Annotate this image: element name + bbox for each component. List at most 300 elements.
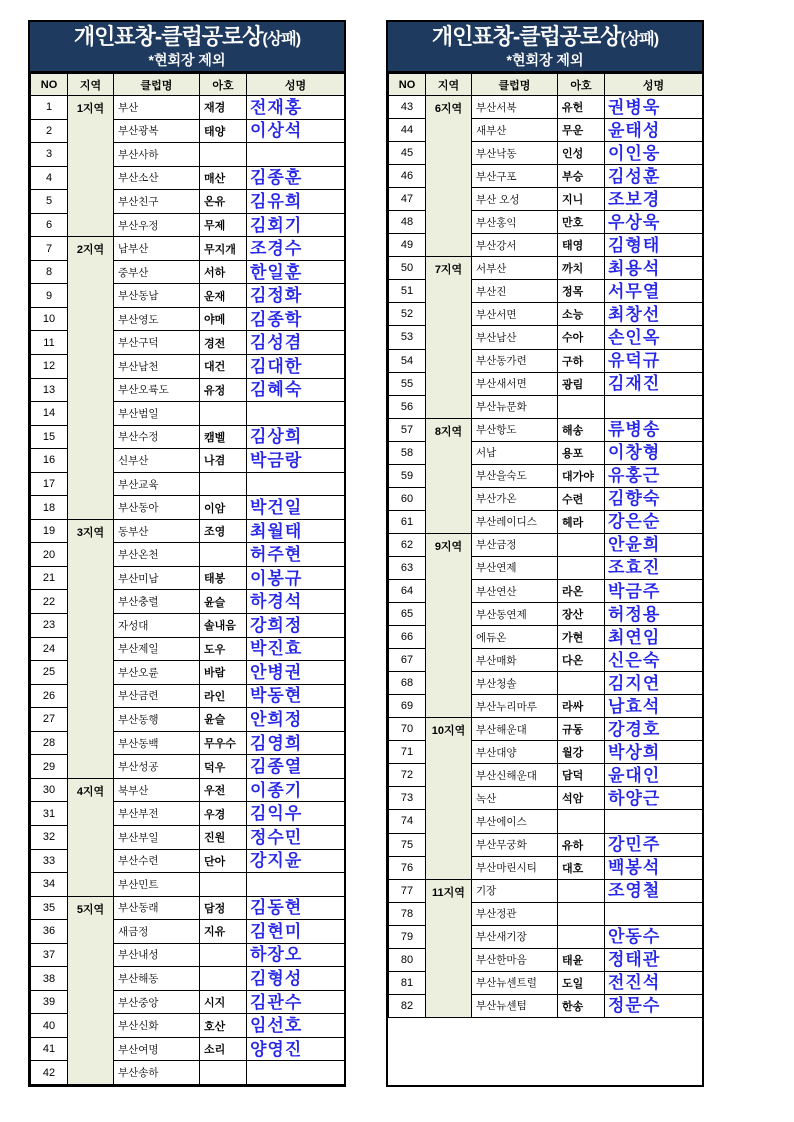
no-cell: 68 xyxy=(389,672,426,695)
name-cell xyxy=(605,395,703,418)
table-row xyxy=(389,718,703,741)
aho-cell: 정목 xyxy=(558,280,605,303)
aho-cell xyxy=(558,810,605,833)
aho-cell: 수련 xyxy=(558,487,605,510)
column-header: 성명 xyxy=(247,74,345,96)
club-cell: 부산친구 xyxy=(114,190,200,214)
no-cell: 77 xyxy=(389,879,426,902)
aho-cell: 가현 xyxy=(558,626,605,649)
name-cell: 김회기 xyxy=(247,213,345,237)
aho-cell: 대건 xyxy=(200,355,247,379)
aho-cell: 윤슬 xyxy=(200,708,247,732)
no-cell: 20 xyxy=(31,543,68,567)
aho-cell: 시지 xyxy=(200,990,247,1014)
no-cell: 8 xyxy=(31,260,68,284)
club-cell: 부산동아 xyxy=(114,496,200,520)
name-cell xyxy=(247,143,345,167)
no-cell: 44 xyxy=(389,119,426,142)
name-cell: 하장오 xyxy=(247,943,345,967)
no-cell: 75 xyxy=(389,833,426,856)
name-cell xyxy=(605,902,703,925)
club-cell: 새금정 xyxy=(114,920,200,944)
no-cell: 37 xyxy=(31,943,68,967)
no-cell: 29 xyxy=(31,755,68,779)
name-cell: 정문수 xyxy=(605,994,703,1017)
club-cell: 녹산 xyxy=(472,787,558,810)
award-table xyxy=(388,73,703,1018)
club-cell: 부산신해운대 xyxy=(472,764,558,787)
club-cell: 부산신화 xyxy=(114,1014,200,1038)
no-cell: 1 xyxy=(31,96,68,120)
aho-cell: 규동 xyxy=(558,718,605,741)
no-cell: 62 xyxy=(389,533,426,556)
column-header: 지역 xyxy=(68,74,114,96)
no-cell: 57 xyxy=(389,418,426,441)
aho-cell: 담정 xyxy=(200,896,247,920)
no-cell: 61 xyxy=(389,510,426,533)
name-cell: 김영희 xyxy=(247,731,345,755)
name-cell: 안동수 xyxy=(605,925,703,948)
aho-cell: 인성 xyxy=(558,142,605,165)
club-cell: 에듀온 xyxy=(472,626,558,649)
name-cell: 김유희 xyxy=(247,190,345,214)
no-cell: 50 xyxy=(389,257,426,280)
name-cell: 한일훈 xyxy=(247,260,345,284)
name-cell: 류병송 xyxy=(605,418,703,441)
club-cell: 부산해동 xyxy=(114,967,200,991)
name-cell: 이봉규 xyxy=(247,566,345,590)
name-cell: 권병욱 xyxy=(605,96,703,119)
column-header: NO xyxy=(389,74,426,96)
name-cell: 김종열 xyxy=(247,755,345,779)
no-cell: 5 xyxy=(31,190,68,214)
no-cell: 11 xyxy=(31,331,68,355)
name-cell: 김재진 xyxy=(605,372,703,395)
no-cell: 49 xyxy=(389,234,426,257)
club-cell: 부산강서 xyxy=(472,234,558,257)
aho-cell: 단아 xyxy=(200,849,247,873)
name-cell: 김정화 xyxy=(247,284,345,308)
club-cell: 부산중앙 xyxy=(114,990,200,1014)
club-cell: 부산누리마루 xyxy=(472,695,558,718)
region-cell: 1지역 xyxy=(68,96,114,237)
aho-cell: 헤라 xyxy=(558,510,605,533)
no-cell: 7 xyxy=(31,237,68,261)
no-cell: 67 xyxy=(389,649,426,672)
title-main: 개인표창-클럽공로상 xyxy=(73,24,263,49)
club-cell: 부산청솔 xyxy=(472,672,558,695)
no-cell: 51 xyxy=(389,280,426,303)
no-cell: 31 xyxy=(31,802,68,826)
name-cell: 김동현 xyxy=(247,896,345,920)
page-subtitle: *현회장 제외 xyxy=(506,52,584,68)
name-cell xyxy=(247,873,345,897)
name-cell: 전진석 xyxy=(605,971,703,994)
aho-cell xyxy=(558,395,605,418)
aho-cell: 해송 xyxy=(558,418,605,441)
club-cell: 부산연제 xyxy=(472,556,558,579)
club-cell: 부산뉴센텀 xyxy=(472,994,558,1017)
aho-cell: 장산 xyxy=(558,603,605,626)
aho-cell: 용포 xyxy=(558,441,605,464)
title-paren: (상패) xyxy=(262,31,301,48)
name-cell: 남효석 xyxy=(605,695,703,718)
no-cell: 46 xyxy=(389,165,426,188)
no-cell: 9 xyxy=(31,284,68,308)
club-cell: 새부산 xyxy=(472,119,558,142)
club-cell: 서남 xyxy=(472,441,558,464)
aho-cell: 솔내음 xyxy=(200,614,247,638)
name-cell: 조효진 xyxy=(605,556,703,579)
no-cell: 55 xyxy=(389,372,426,395)
region-cell: 11지역 xyxy=(426,879,472,1017)
club-cell: 부산새서면 xyxy=(472,372,558,395)
aho-cell: 서하 xyxy=(200,260,247,284)
club-cell: 신부산 xyxy=(114,449,200,473)
aho-cell: 우경 xyxy=(200,802,247,826)
name-cell: 허정용 xyxy=(605,603,703,626)
region-cell: 7지역 xyxy=(426,257,472,418)
club-cell: 부산수정 xyxy=(114,425,200,449)
name-cell: 조영철 xyxy=(605,879,703,902)
aho-cell xyxy=(200,1061,247,1085)
name-cell: 박금주 xyxy=(605,579,703,602)
club-cell: 부산동남 xyxy=(114,284,200,308)
club-cell: 부산새기장 xyxy=(472,925,558,948)
aho-cell: 만호 xyxy=(558,211,605,234)
name-cell xyxy=(247,472,345,496)
page-subtitle: *현회장 제외 xyxy=(148,52,226,68)
name-cell: 이상석 xyxy=(247,119,345,143)
no-cell: 35 xyxy=(31,896,68,920)
aho-cell: 도일 xyxy=(558,971,605,994)
aho-cell: 광림 xyxy=(558,372,605,395)
aho-cell: 부승 xyxy=(558,165,605,188)
column-header: 지역 xyxy=(426,74,472,96)
no-cell: 41 xyxy=(31,1037,68,1061)
club-cell: 부산진 xyxy=(472,280,558,303)
no-cell: 82 xyxy=(389,994,426,1017)
club-cell: 부산충렬 xyxy=(114,590,200,614)
club-cell: 부산성공 xyxy=(114,755,200,779)
name-cell: 허주현 xyxy=(247,543,345,567)
no-cell: 32 xyxy=(31,825,68,849)
aho-cell: 진원 xyxy=(200,825,247,849)
club-cell: 부산남천 xyxy=(114,355,200,379)
aho-cell: 한송 xyxy=(558,994,605,1017)
column-header: 성명 xyxy=(605,74,703,96)
page-title xyxy=(30,24,344,52)
aho-cell: 구하 xyxy=(558,349,605,372)
no-cell: 56 xyxy=(389,395,426,418)
club-cell: 부산뉴문화 xyxy=(472,395,558,418)
name-cell: 박건일 xyxy=(247,496,345,520)
aho-cell: 우전 xyxy=(200,778,247,802)
name-cell: 김관수 xyxy=(247,990,345,1014)
name-cell: 김성훈 xyxy=(605,165,703,188)
no-cell: 40 xyxy=(31,1014,68,1038)
club-cell: 부산매화 xyxy=(472,649,558,672)
club-cell: 부산구포 xyxy=(472,165,558,188)
club-cell: 부산가온 xyxy=(472,487,558,510)
award-table-right xyxy=(386,20,704,1087)
club-cell: 부산소산 xyxy=(114,166,200,190)
aho-cell xyxy=(558,556,605,579)
region-cell: 10지역 xyxy=(426,718,472,879)
no-cell: 63 xyxy=(389,556,426,579)
aho-cell: 까치 xyxy=(558,257,605,280)
club-cell: 부산해운대 xyxy=(472,718,558,741)
table-row xyxy=(389,418,703,441)
table-title-bar xyxy=(388,22,702,73)
club-cell: 자성대 xyxy=(114,614,200,638)
no-cell: 42 xyxy=(31,1061,68,1085)
no-cell: 45 xyxy=(389,142,426,165)
club-cell: 부산부일 xyxy=(114,825,200,849)
club-cell: 부산금련 xyxy=(114,684,200,708)
name-cell: 하경석 xyxy=(247,590,345,614)
aho-cell xyxy=(200,943,247,967)
aho-cell xyxy=(558,902,605,925)
no-cell: 19 xyxy=(31,519,68,543)
club-cell: 부산미남 xyxy=(114,566,200,590)
name-cell: 안윤희 xyxy=(605,533,703,556)
club-cell: 부산송하 xyxy=(114,1061,200,1085)
aho-cell: 태양 xyxy=(200,119,247,143)
club-cell: 부산서면 xyxy=(472,303,558,326)
aho-cell xyxy=(200,472,247,496)
club-cell: 부산오륙도 xyxy=(114,378,200,402)
header-row xyxy=(31,74,345,96)
aho-cell: 야메 xyxy=(200,307,247,331)
no-cell: 54 xyxy=(389,349,426,372)
no-cell: 3 xyxy=(31,143,68,167)
title-main: 개인표창-클럽공로상 xyxy=(431,24,621,49)
aho-cell: 도우 xyxy=(200,637,247,661)
no-cell: 76 xyxy=(389,856,426,879)
club-cell: 부산마린시티 xyxy=(472,856,558,879)
no-cell: 69 xyxy=(389,695,426,718)
no-cell: 71 xyxy=(389,741,426,764)
no-cell: 22 xyxy=(31,590,68,614)
no-cell: 59 xyxy=(389,464,426,487)
name-cell: 유홍근 xyxy=(605,464,703,487)
aho-cell xyxy=(558,672,605,695)
club-cell: 부산사하 xyxy=(114,143,200,167)
aho-cell: 담덕 xyxy=(558,764,605,787)
no-cell: 30 xyxy=(31,778,68,802)
name-cell: 최월태 xyxy=(247,519,345,543)
club-cell: 부산 xyxy=(114,96,200,120)
column-header: 아호 xyxy=(200,74,247,96)
aho-cell: 소리 xyxy=(200,1037,247,1061)
club-cell: 부산우정 xyxy=(114,213,200,237)
table-row xyxy=(31,896,345,920)
aho-cell: 캠벨 xyxy=(200,425,247,449)
aho-cell: 지유 xyxy=(200,920,247,944)
aho-cell: 라인 xyxy=(200,684,247,708)
region-cell: 8지역 xyxy=(426,418,472,533)
name-cell: 박동현 xyxy=(247,684,345,708)
name-cell: 김종훈 xyxy=(247,166,345,190)
table-row xyxy=(31,96,345,120)
no-cell: 24 xyxy=(31,637,68,661)
name-cell: 이인웅 xyxy=(605,142,703,165)
no-cell: 43 xyxy=(389,96,426,119)
aho-cell: 월강 xyxy=(558,741,605,764)
no-cell: 10 xyxy=(31,307,68,331)
club-cell: 부산동행 xyxy=(114,708,200,732)
club-cell: 부산항도 xyxy=(472,418,558,441)
name-cell: 최창선 xyxy=(605,303,703,326)
no-cell: 73 xyxy=(389,787,426,810)
club-cell: 부산내성 xyxy=(114,943,200,967)
aho-cell xyxy=(558,925,605,948)
name-cell: 강경호 xyxy=(605,718,703,741)
name-cell xyxy=(247,402,345,426)
club-cell: 부산홍익 xyxy=(472,211,558,234)
club-cell: 중부산 xyxy=(114,260,200,284)
no-cell: 38 xyxy=(31,967,68,991)
club-cell: 부산동래 xyxy=(114,896,200,920)
club-cell: 부산금정 xyxy=(472,533,558,556)
name-cell: 유덕규 xyxy=(605,349,703,372)
no-cell: 52 xyxy=(389,303,426,326)
no-cell: 81 xyxy=(389,971,426,994)
club-cell: 북부산 xyxy=(114,778,200,802)
aho-cell: 무운 xyxy=(558,119,605,142)
aho-cell: 나겸 xyxy=(200,449,247,473)
aho-cell: 유헌 xyxy=(558,96,605,119)
name-cell: 안병권 xyxy=(247,661,345,685)
aho-cell: 무제 xyxy=(200,213,247,237)
table-row xyxy=(389,257,703,280)
aho-cell: 석암 xyxy=(558,787,605,810)
aho-cell: 바람 xyxy=(200,661,247,685)
no-cell: 36 xyxy=(31,920,68,944)
club-cell: 부산제일 xyxy=(114,637,200,661)
club-cell: 부산광복 xyxy=(114,119,200,143)
aho-cell: 대가야 xyxy=(558,464,605,487)
club-cell: 부산뉴센트럴 xyxy=(472,971,558,994)
name-cell: 백봉석 xyxy=(605,856,703,879)
club-cell: 부산에이스 xyxy=(472,810,558,833)
name-cell: 임선호 xyxy=(247,1014,345,1038)
club-cell: 동부산 xyxy=(114,519,200,543)
aho-cell: 유정 xyxy=(200,378,247,402)
name-cell: 하양근 xyxy=(605,787,703,810)
no-cell: 66 xyxy=(389,626,426,649)
name-cell: 김현미 xyxy=(247,920,345,944)
name-cell: 박진효 xyxy=(247,637,345,661)
aho-cell: 호산 xyxy=(200,1014,247,1038)
no-cell: 80 xyxy=(389,948,426,971)
name-cell: 양영진 xyxy=(247,1037,345,1061)
region-cell: 2지역 xyxy=(68,237,114,520)
no-cell: 60 xyxy=(389,487,426,510)
no-cell: 26 xyxy=(31,684,68,708)
club-cell: 부산레이디스 xyxy=(472,510,558,533)
name-cell: 윤대인 xyxy=(605,764,703,787)
club-cell: 부산동백 xyxy=(114,731,200,755)
name-cell: 김형성 xyxy=(247,967,345,991)
aho-cell: 태영 xyxy=(558,234,605,257)
name-cell: 최연임 xyxy=(605,626,703,649)
club-cell: 부산여명 xyxy=(114,1037,200,1061)
aho-cell: 온유 xyxy=(200,190,247,214)
aho-cell: 태봉 xyxy=(200,566,247,590)
club-cell: 부산연산 xyxy=(472,579,558,602)
region-cell: 4지역 xyxy=(68,778,114,896)
name-cell: 신은숙 xyxy=(605,649,703,672)
table-row xyxy=(389,879,703,902)
aho-cell: 운재 xyxy=(200,284,247,308)
aho-cell: 윤슬 xyxy=(200,590,247,614)
club-cell: 부산영도 xyxy=(114,307,200,331)
aho-cell: 라온 xyxy=(558,579,605,602)
aho-cell xyxy=(558,879,605,902)
table-row xyxy=(389,533,703,556)
table-row xyxy=(31,778,345,802)
name-cell: 이창형 xyxy=(605,441,703,464)
club-cell: 부산낙동 xyxy=(472,142,558,165)
aho-cell: 다온 xyxy=(558,649,605,672)
header-row xyxy=(389,74,703,96)
name-cell: 이종기 xyxy=(247,778,345,802)
no-cell: 65 xyxy=(389,603,426,626)
table-title-bar xyxy=(30,22,344,73)
club-cell: 부산대양 xyxy=(472,741,558,764)
club-cell: 부산동가련 xyxy=(472,349,558,372)
column-header: 클럽명 xyxy=(114,74,200,96)
no-cell: 16 xyxy=(31,449,68,473)
name-cell: 김향숙 xyxy=(605,487,703,510)
name-cell: 김익우 xyxy=(247,802,345,826)
name-cell: 강은순 xyxy=(605,510,703,533)
club-cell: 부산무궁화 xyxy=(472,833,558,856)
no-cell: 23 xyxy=(31,614,68,638)
no-cell: 15 xyxy=(31,425,68,449)
club-cell: 부산을숙도 xyxy=(472,464,558,487)
no-cell: 6 xyxy=(31,213,68,237)
club-cell: 부산구덕 xyxy=(114,331,200,355)
award-table-left xyxy=(28,20,346,1087)
name-cell: 최용석 xyxy=(605,257,703,280)
aho-cell: 덕우 xyxy=(200,755,247,779)
no-cell: 21 xyxy=(31,566,68,590)
name-cell: 서무열 xyxy=(605,280,703,303)
no-cell: 79 xyxy=(389,925,426,948)
club-cell: 기장 xyxy=(472,879,558,902)
aho-cell: 태윤 xyxy=(558,948,605,971)
name-cell: 조경수 xyxy=(247,237,345,261)
region-cell: 6지역 xyxy=(426,96,472,257)
no-cell: 33 xyxy=(31,849,68,873)
no-cell: 58 xyxy=(389,441,426,464)
page-title xyxy=(388,24,702,52)
aho-cell: 지니 xyxy=(558,188,605,211)
club-cell: 서부산 xyxy=(472,257,558,280)
aho-cell xyxy=(558,533,605,556)
award-table xyxy=(30,73,345,1085)
aho-cell xyxy=(200,143,247,167)
aho-cell xyxy=(200,402,247,426)
name-cell: 전재홍 xyxy=(247,96,345,120)
no-cell: 25 xyxy=(31,661,68,685)
name-cell: 김종학 xyxy=(247,307,345,331)
no-cell: 27 xyxy=(31,708,68,732)
club-cell: 남부산 xyxy=(114,237,200,261)
